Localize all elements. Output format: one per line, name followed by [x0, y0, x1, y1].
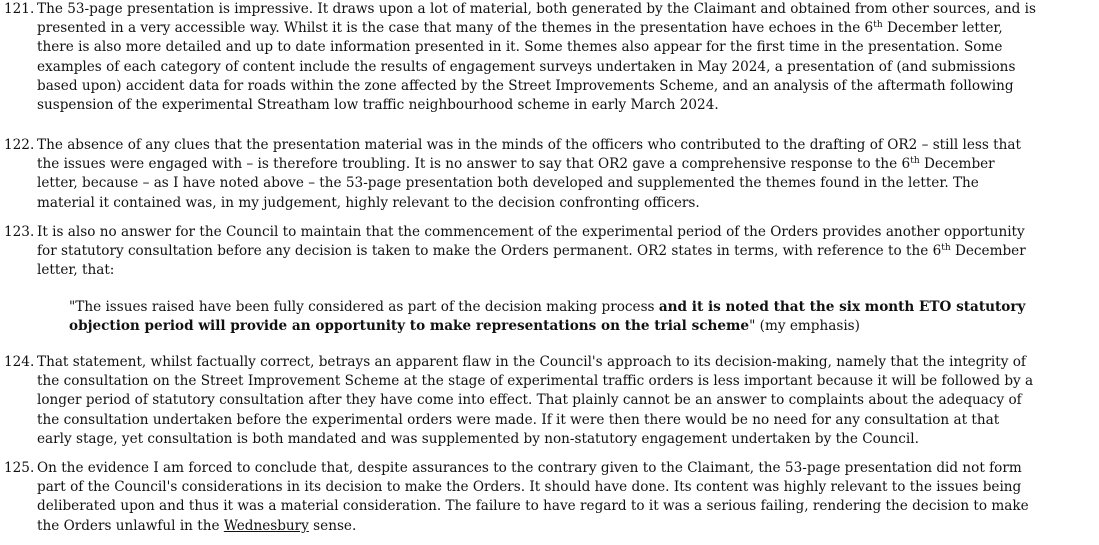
paragraph-number: 125.: [4, 460, 35, 476]
paragraph-text-continued: December letter, that:: [37, 243, 1026, 279]
ordinal-suffix: th: [941, 243, 951, 254]
paragraph-text: On the evidence I am forced to conclude that, despite assurances to the contrary given to the Claimant, the 53-page presentation did not form part of the Council's considerations in its decision to make the Orders. It should have done. Its content was highly relevant to the issues being deliberated upon and thus it was a material consideration. The failure to have regard to it was a serious failing, rendering the decision to make the Orders unlawful in the: [37, 460, 1029, 534]
wednesbury-reference: Wednesbury: [223, 517, 309, 534]
quote-attribution: " (my emphasis): [749, 318, 860, 335]
paragraph-125: [0, 459, 1041, 536]
paragraph-124: [0, 353, 1041, 449]
paragraph-text-continued: sense.: [308, 517, 357, 534]
paragraph-text-continued: December letter, because – as I have noted above – the 53-page presentation both developed and supplemented the themes found in the letter. The material it contained was, in my judgement, highly relevant to the decision confronting officers.: [37, 156, 995, 211]
paragraph-123: [0, 223, 1041, 281]
paragraph-text-continued: December letter, there is also more detailed and up to date information presented in it. Some themes also appear for the first time in the presentation. Some examples of each category of content include the results of engagement surveys undertaken in May 2024, a presentation of (and submissions based upon) accident data for roads within the zone affected by the Street Improvements Scheme, and an analysis of the aftermath following suspension of the experimental Streatham low traffic neighbourhood scheme in early March 2024.: [37, 20, 1016, 114]
paragraph-text: That statement, whilst factually correct, betrays an apparent flaw in the Council's approach to its decision-making, namely that the integrity of the consultation on the Street Improvement Scheme at the stage of experimental traffic orders is less important because it will be followed by a longer period of statutory consultation after they have come into effect. That plainly cannot be an answer to complaints about the adequacy of the consultation undertaken before the experimental orders were made. If it were then there would be no need for any consultation at that early stage, yet consultation is both mandated and was supplemented by non-statutory engagement undertaken by the Council.: [37, 354, 1034, 447]
block-quote: [0, 298, 1099, 336]
ordinal-suffix: th: [910, 156, 920, 167]
paragraph-number: 121.: [4, 1, 35, 17]
paragraph-text: The 53-page presentation is impressive. It draws upon a lot of material, both generated by the Claimant and obtained from other sources, and is presented in a very accessible way. Whilst it is the case that many of the themes in the presentation have echoes in the 6: [37, 1, 1036, 37]
quote-emphasis: and it is noted that the six month ETO statutory objection period will provide an opportunity to make representations on the trial scheme: [69, 299, 1026, 335]
paragraph-text: The absence of any clues that the presentation material was in the minds of the officers who contributed to the drafting of OR2 – still less that the issues were engaged with – is therefore troubling. It is no answer to say that OR2 gave a comprehensive response to the 6: [37, 137, 1021, 173]
paragraph-text: It is also no answer for the Council to maintain that the commencement of the experimental period of the Orders provides another opportunity for statutory consultation before any decision is taken to make the Orders permanent. OR2 states in terms, with reference to the 6: [37, 224, 1025, 260]
ordinal-suffix: th: [873, 20, 883, 31]
paragraph-number: 124.: [4, 354, 35, 370]
paragraph-number: 123.: [4, 224, 35, 240]
paragraph-122: [0, 136, 1041, 213]
quote-text: "The issues raised have been fully considered as part of the decision making process: [69, 299, 659, 315]
paragraph-121: [0, 0, 1041, 115]
paragraph-number: 122.: [4, 137, 35, 153]
